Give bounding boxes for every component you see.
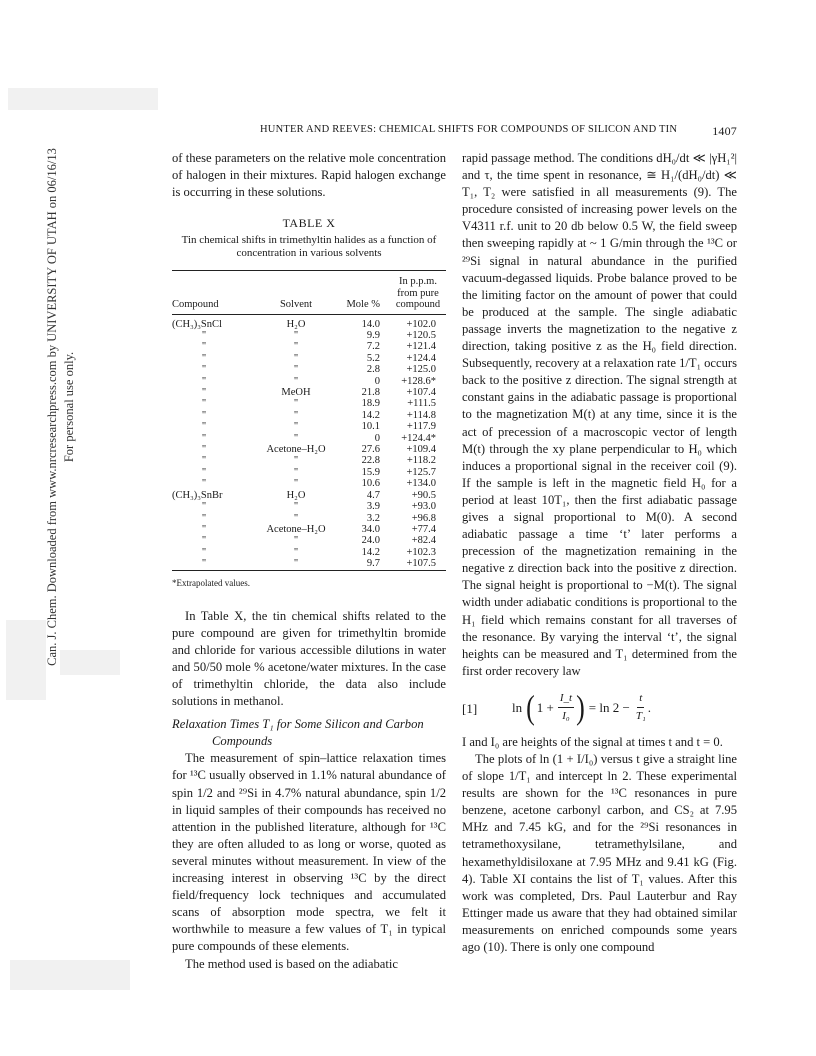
equation-number: [1]	[462, 700, 478, 716]
cell-solvent: "	[293, 398, 299, 410]
table-row	[172, 364, 446, 375]
col-header-solvent: Solvent	[279, 299, 313, 311]
cell-shift: +125.0	[406, 364, 436, 376]
cell-compound: "	[201, 444, 207, 456]
equation-body	[512, 690, 651, 725]
table-row	[172, 387, 446, 398]
cell-solvent: "	[293, 341, 299, 353]
cell-mole: 10.6	[361, 478, 380, 490]
cell-compound: "	[201, 558, 207, 570]
cell-shift: +82.4	[411, 535, 436, 547]
cell-solvent: "	[293, 330, 299, 341]
cell-solvent: "	[293, 558, 299, 570]
eq-frac2-den: T₁	[635, 710, 646, 722]
col-header-compound: Compound	[172, 299, 219, 311]
table-body	[172, 314, 446, 570]
col-header-mole: Mole %	[346, 299, 380, 311]
eq-fraction-2	[636, 690, 646, 725]
cell-compound: "	[201, 535, 207, 547]
eq-frac1-num: I_t	[558, 690, 574, 708]
cell-shift: +93.0	[411, 501, 436, 513]
cell-mole: 3.9	[366, 501, 380, 513]
cell-shift: +107.4	[406, 387, 436, 399]
cell-compound: "	[201, 512, 207, 524]
table-row	[172, 547, 446, 558]
col-header-shift: In p.p.m. from pure compound	[395, 276, 441, 311]
running-title: HUNTER AND REEVES: CHEMICAL SHIFTS FOR COMPOUNDS OF SILICON AND TIN	[260, 124, 678, 135]
table-row	[172, 558, 446, 570]
left-column	[172, 150, 446, 973]
right-paragraph-2: I and I₀ are heights of the signal at times t and t = 0.	[462, 734, 723, 749]
cell-shift: +102.0	[406, 318, 436, 330]
cell-shift: +90.5	[411, 489, 436, 501]
cell-compound: "	[201, 546, 207, 558]
cell-shift: +124.4	[406, 352, 436, 364]
cell-mole: 9.7	[366, 558, 380, 570]
cell-solvent: H₂O	[286, 318, 306, 330]
section-heading-line1: Relaxation Times T₁ for Some Silicon and Carbon	[172, 717, 424, 732]
cell-shift: +118.2	[406, 455, 436, 467]
cell-compound: (CH₃)₃SnBr	[172, 489, 223, 501]
cell-mole: 15.9	[361, 466, 380, 478]
cell-compound: "	[201, 455, 207, 467]
cell-compound: "	[201, 387, 207, 399]
cell-compound: "	[201, 341, 207, 353]
cell-solvent: "	[293, 501, 299, 513]
cell-compound: "	[201, 421, 207, 433]
cell-shift: +128.6*	[401, 375, 436, 387]
cell-solvent: H₂O	[286, 489, 306, 501]
cell-compound: "	[201, 523, 207, 535]
scan-speckle	[10, 960, 130, 990]
eq-rhs: = ln 2 −	[588, 699, 630, 715]
cell-shift: +77.4	[411, 523, 436, 535]
cell-mole: 14.2	[361, 546, 380, 558]
left-paragraph-2: In Table X, the tin chemical shifts related to the pure compound are given for trimethyltin bromide and chloride for various accessible dilutions in water and 50/50 mole % acetone/water mixtures. In the case of trimethyltin chloride, the data also include solutions in methanol.	[172, 608, 446, 709]
cell-solvent: Acetone–H₂O	[266, 444, 326, 456]
table-caption: Tin chemical shifts in trimethyltin halides as a function of concentration in various solvents	[181, 234, 437, 260]
page-number: 1407	[712, 124, 737, 138]
cell-compound: "	[201, 364, 207, 376]
cell-shift: +109.4	[406, 444, 436, 456]
cell-shift: +102.3	[406, 546, 436, 558]
cell-solvent: "	[293, 478, 299, 490]
cell-compound: "	[201, 409, 207, 421]
cell-solvent: "	[293, 455, 299, 467]
table-row	[172, 490, 446, 501]
cell-shift: +111.5	[407, 398, 436, 410]
cell-compound: "	[201, 501, 207, 513]
cell-compound: "	[201, 375, 207, 387]
table-footnote: *Extrapolated values.	[172, 577, 250, 588]
cell-mole: 3.2	[366, 512, 380, 524]
table-row	[172, 341, 446, 352]
table-row	[172, 444, 446, 455]
eq-end: .	[647, 699, 652, 715]
table-row	[172, 513, 446, 524]
cell-solvent: "	[293, 352, 299, 364]
equation-1	[462, 686, 737, 730]
table-row	[172, 524, 446, 535]
eq-fraction-1	[558, 690, 574, 725]
eq-one-plus: 1 +	[536, 699, 554, 715]
left-paragraph-1: of these parameters on the relative mole concentration of halogen in their mixtures. Rapid halogen exchange is occurring in these solutions.	[172, 151, 446, 200]
cell-mole: 4.7	[366, 489, 380, 501]
cell-solvent: "	[293, 409, 299, 421]
section-heading-line2: Compounds	[212, 734, 273, 749]
tin-shift-table	[172, 270, 446, 570]
table-row	[172, 421, 446, 432]
cell-mole: 0	[374, 432, 380, 444]
table-row	[172, 467, 446, 478]
cell-compound: "	[201, 352, 207, 364]
cell-mole: 0	[374, 375, 380, 387]
cell-compound: "	[201, 466, 207, 478]
cell-shift: +134.0	[406, 478, 436, 490]
left-paragraph-4: The method used is based on the adiabatic	[185, 956, 398, 971]
cell-shift: +120.5	[406, 330, 436, 341]
download-notice-line1: Can. J. Chem. Downloaded from www.nrcresearchpress.com by UNIVERSITY OF UTAH on 06/16/13	[45, 148, 59, 666]
cell-solvent: "	[293, 546, 299, 558]
eq-paren-open: (	[526, 688, 535, 726]
cell-mole: 7.2	[366, 341, 380, 353]
cell-mole: 10.1	[361, 421, 380, 433]
table-caption-block	[172, 215, 446, 260]
cell-compound: "	[201, 432, 207, 444]
cell-compound: "	[201, 398, 207, 410]
eq-ln: ln	[512, 699, 523, 715]
cell-mole: 9.9	[366, 330, 380, 341]
cell-mole: 2.8	[366, 364, 380, 376]
cell-solvent: "	[293, 535, 299, 547]
table-row	[172, 330, 446, 341]
download-notice-line2: For personal use only.	[62, 351, 76, 463]
cell-shift: +96.8	[411, 512, 436, 524]
left-paragraph-3: The measurement of spin–lattice relaxation times for ¹³C usually observed in 1.1% natural abundance of spin 1/2 and ²⁹Si in 4.7% natural abundance, spin 1/2 in liquid samples of their compounds has received no attention in the published literature, although for ¹³C they are often alluded to as long or worse, quoted as several minutes without measurement. In view of the increasing interest in observing ¹³C by the direct field/frequency lock techniques and accumulated scans of absorption mode spectra, we felt it worthwhile to measure a few values of T₁ in typical pure compounds of these elements.	[172, 751, 446, 954]
table-row	[172, 376, 446, 387]
cell-shift: +114.8	[406, 409, 436, 421]
cell-solvent: "	[293, 375, 299, 387]
cell-mole: 5.2	[366, 352, 380, 364]
table-row	[172, 535, 446, 546]
cell-compound: "	[201, 330, 207, 341]
right-column	[462, 150, 737, 956]
cell-solvent: "	[293, 432, 299, 444]
cell-solvent: MeOH	[281, 387, 311, 399]
table-row	[172, 353, 446, 364]
download-notice	[44, 47, 84, 767]
cell-mole: 21.8	[361, 387, 380, 399]
table-row	[172, 478, 446, 489]
cell-mole: 24.0	[361, 535, 380, 547]
cell-solvent: Acetone–H₂O	[266, 523, 326, 535]
cell-mole: 14.0	[361, 318, 380, 330]
cell-mole: 27.6	[361, 444, 380, 456]
section-heading	[172, 716, 446, 750]
cell-mole: 14.2	[361, 409, 380, 421]
eq-frac2-num: t	[637, 690, 644, 708]
table-row	[172, 501, 446, 512]
cell-shift: +124.4*	[401, 432, 436, 444]
table-title: TABLE X	[282, 216, 336, 231]
cell-solvent: "	[293, 364, 299, 376]
table-row	[172, 410, 446, 421]
cell-solvent: "	[293, 466, 299, 478]
cell-shift: +117.9	[406, 421, 436, 433]
right-paragraph-3: The plots of ln (1 + I/I₀) versus t give a straight line of slope 1/T₁ and intercept ln 2. These experimental results are shown for the ¹³C resonances in pure benzene, acetone carbonyl carbon, and CS₂ at 7.95 MHz and 7.45 kG, and for the ²⁹Si resonances in tetramethoxysilane, tetramethylsilane, and hexamethyldisiloxane at 7.95 MHz and 9.41 kG (Fig. 4). Table XI contains the list of T₁ values. After this work was completed, Drs. Paul Lauterbur and Ray Ettinger made us aware that they had obtained similar measurements on enriched compounds some years ago (10). There is only one compound	[462, 752, 737, 955]
cell-compound: (CH₃)₃SnCl	[172, 318, 222, 330]
cell-shift: +125.7	[406, 466, 436, 478]
cell-mole: 22.8	[361, 455, 380, 467]
eq-paren-close: )	[576, 688, 585, 726]
cell-mole: 18.9	[361, 398, 380, 410]
eq-frac1-den: I₀	[562, 710, 570, 722]
table-row	[172, 314, 446, 330]
scan-speckle	[6, 620, 46, 700]
right-paragraph-1: rapid passage method. The conditions dH₀/dt ≪ |γH₁²| and τ, the time spent in resonance, ≅ H₁/(dH₀/dt) ≪ T₁, T₂ were satisfied in all measurements (9). The procedure consisted of increasing power levels on the V4311 r.f. unit to 20 db below 0.5 W, the field sweep then sweeping rapidly at ~ 1 G/min through the ¹³C or ²⁹Si signal in natural abundance in the purified vacuum-degassed liquids. Probe balance proved to be the limiting factor on the amount of power that could be produced at the sample. The single adiabatic passage inverts the magnetization to the negative z direction, taking positive z as the H₀ field direction. Subsequently, recovery at a relaxation rate 1/T₁ occurs back to the positive z direction. The signal strength at constant gains in the adiabatic passage is proportional to the magnetization M(t) at any time, since it is the act of precession of a macroscopic vector of length M(t) through the xy plane perpendicular to H₀ which induces a proportional signal in the receiver coil (9). If the sample is left in the magnetic field H₀ for a period at least 10T₁, then the first adiabatic passage gives a signal proportional to M(0). A second adiabatic passage a time ‘t’ later performs a precession of the magnetization remaining in the negative z direction back into the positive z direction. The signal height is proportional to −M(t). The signal width under adiabatic conditions is proportional to the H₁ field which remains constant for all traverses of the resonance. By varying the interval ‘t’, the signal heights can be measured and T₁ determined from the first order recovery law	[462, 151, 737, 678]
cell-shift: +121.4	[406, 341, 436, 353]
table-row	[172, 433, 446, 444]
cell-solvent: "	[293, 512, 299, 524]
cell-mole: 34.0	[361, 523, 380, 535]
cell-shift: +107.5	[406, 558, 436, 570]
cell-compound: "	[201, 478, 207, 490]
cell-solvent: "	[293, 421, 299, 433]
table-row	[172, 455, 446, 466]
table-row	[172, 398, 446, 409]
